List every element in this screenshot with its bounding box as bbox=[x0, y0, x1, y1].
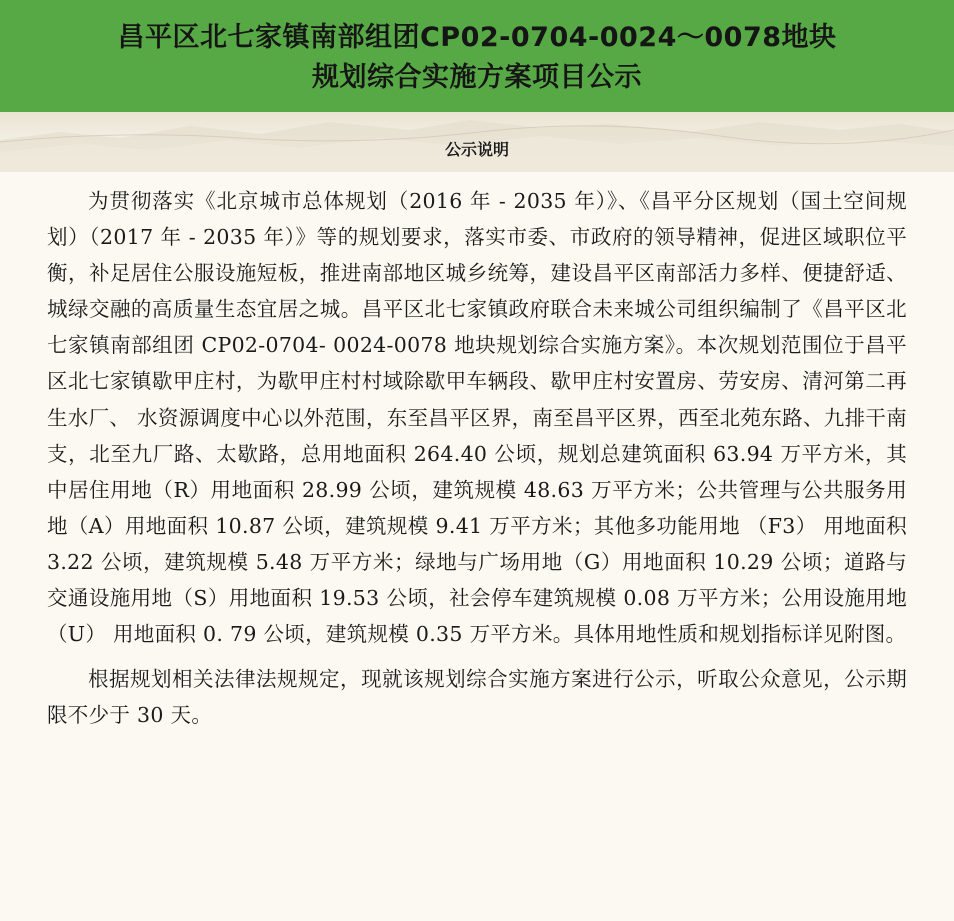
body-paragraph: 为贯彻落实《北京城市总体规划（2016 年 - 2035 年）》、《昌平分区规划（国土空间规划）（2017 年 - 2035 年）》等的规划要求，落实市委、市政府的领导精神，促进区域职位平衡，补足居住公服设施短板，推进南部地区城乡统筹，建设昌平区南部活力多样、便捷舒适、城绿交融的高质量生态宜居之城。昌平区北七家镇政府联合未来城公司组织编制了《昌平区北七家镇南部组团 CP02-0704- 0024-0078 地块规划综合实施方案》。本次规划范围位于昌平区北七家镇歇甲庄村，为歇甲庄村村域除歇甲车辆段、歇甲庄村安置房、劳安房、清河第二再生水厂、 水资源调度中心以外范围，东至昌平区界，南至昌平区界，西至北苑东路、九排干南支，北至九厂路、太歇路，总用地面积 264.40 公顷，规划总建筑面积 63.94 万平方米，其中居住用地（R）用地面积 28.99 公顷，建筑规模 48.63 万平方米；公共管理与公共服务用地（A）用地面积 10.87 公顷，建筑规模 9.41 万平方米；其他多功能用地 （F3） 用地面积 3.22 公顷，建筑规模 5.48 万平方米；绿地与广场用地（G）用地面积 10.29 公顷；道路与交通设施用地（S）用地面积 19.53 公顷，社会停车建筑规模 0.08 万平方米；公用设施用地（U） 用地面积 0. 79 公顷，建筑规模 0.35 万平方米。具体用地性质和规划指标详见附图。 bbox=[47, 189, 907, 647]
header-banner bbox=[0, 0, 954, 112]
announcement-body bbox=[47, 183, 907, 733]
body-paragraph: 根据规划相关法律法规规定，现就该规划综合实施方案进行公示，听取公众意见，公示期限不少于 30 天。 bbox=[47, 667, 907, 728]
page-title-line2: 规划综合实施方案项目公示 bbox=[312, 62, 642, 93]
section-title: 公示说明 bbox=[444, 140, 509, 159]
page-title-line1: 昌平区北七家镇南部组团CP02-0704-0024～0078地块 bbox=[117, 22, 837, 53]
